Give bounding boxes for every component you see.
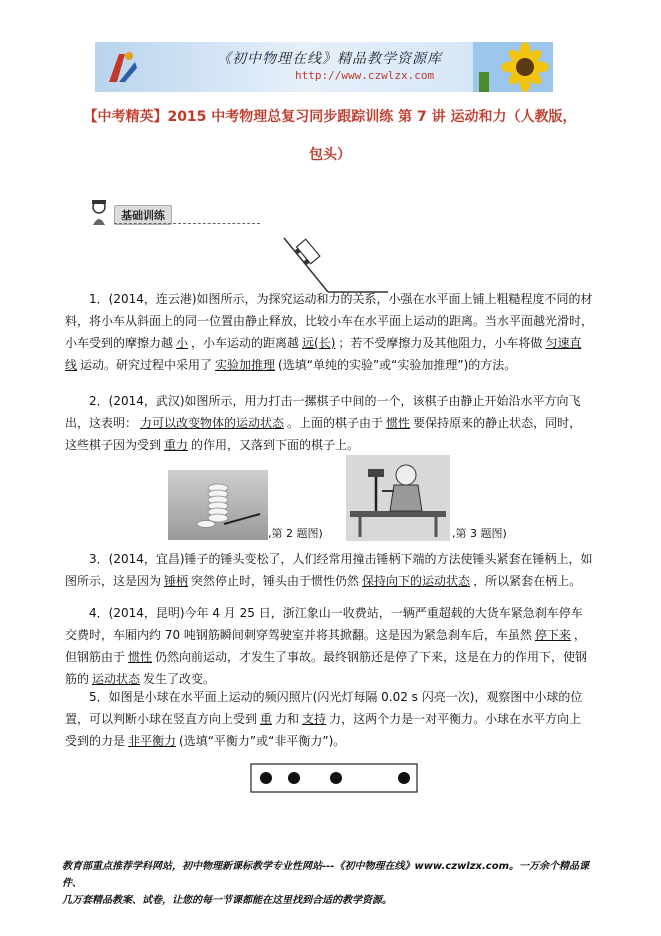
q1-text-2: ，小车运动的距离越	[191, 336, 300, 350]
q4-answer-1: 停下来	[534, 628, 571, 642]
q3-text-1: 3．(2014，宜昌)锤子的锤头变松了，人们经常用撞击锤柄下端的方法使锤头紧套在锤柄上，如图所示，这是因为	[65, 552, 593, 588]
q5-text-1: 5．如图是小球在水平面上运动的频闪照片(闪光灯每隔 0.02 s 闪亮一次)，观察图中小球的位置，可以判断小球在竖直方向上受到	[65, 690, 583, 726]
q5-answer-3: 非平衡力	[128, 734, 177, 748]
q5-answer-2: 支持	[302, 712, 327, 726]
q2-text-4: 的作用，又落到下面的棋子上。	[191, 438, 360, 452]
q3-answer-2: 保持向下的运动状态	[362, 574, 471, 588]
section-header	[88, 199, 260, 229]
question-5	[65, 686, 593, 752]
q2-answer-1: 力可以改变物体的运动状态	[140, 416, 285, 430]
q4-answer-3: 运动状态	[92, 672, 141, 686]
q2-text-3: 要保持原来的静止状态，同时，这些棋子因为受到	[65, 416, 582, 452]
q5-text-4: (选填“平衡力”或“非平衡力”)。	[179, 734, 346, 748]
question-4	[65, 602, 593, 690]
figure-chess-pieces	[168, 470, 268, 540]
q1-text-4: 运动。研究过程中采用了	[80, 358, 213, 372]
footer-line1: 教育部重点推荐学科网站，初中物理新课标教学专业性网站---《初中物理在线》www.czwlzx.com。一万余个精品课件、	[62, 861, 590, 889]
q4-text-3: 仍然向前运动，才发生了事故。最终钢筋还是停了下来，这是在力的作用下，使钢筋的	[65, 650, 588, 686]
q1-answer-2: 远(长)	[302, 336, 336, 350]
question-3	[65, 548, 593, 592]
q4-text-2: ，但钢筋由于	[65, 628, 586, 664]
q3-answer-1: 锤柄	[164, 574, 189, 588]
q3-text-3: ，所以紧套在柄上。	[473, 574, 582, 588]
question-2	[65, 390, 593, 456]
header-banner	[95, 42, 553, 92]
student-icon	[88, 199, 112, 227]
section-label: 基础训练	[114, 205, 172, 225]
logo-icon	[105, 48, 139, 86]
q4-text-4: 发生了改变。	[143, 672, 216, 686]
q5-text-3: 力，这两个力是一对平衡力。小球在水平方向上受到的力是	[65, 712, 582, 748]
footer-line2: 几万套精品教案、试卷，让您的每一节课都能在这里找到合适的教学资源。	[62, 895, 392, 906]
q1-answer-1: 小	[176, 336, 189, 350]
figure-3-caption: ,第 3 题图)	[452, 527, 507, 540]
page-footer	[62, 858, 602, 909]
q1-text-3: ；若不受摩擦力及其他阻力，小车将做	[338, 336, 543, 350]
q3-text-2: 突然停止时，锤头由于惯性仍然	[191, 574, 360, 588]
page-title-line2: 包头）	[309, 147, 351, 163]
figure-strobe-ball	[250, 763, 418, 793]
q4-answer-2: 惯性	[128, 650, 153, 664]
figure-hammer	[346, 455, 450, 541]
q2-answer-2: 惯性	[386, 416, 411, 430]
q1-text-5: (选填“单纯的实验”或“实验加推理”)的方法。	[278, 358, 517, 372]
page-title-line1: 【中考精英】2015 中考物理总复习同步跟踪训练 第 7 讲 运动和力（人教版，	[83, 109, 577, 125]
q5-answer-1: 重	[260, 712, 273, 726]
q2-text-2: 。上面的棋子由于	[287, 416, 384, 430]
q4-text-1: 4．(2014，昆明)今年 4 月 25 日，浙江象山一收费站，一辆严重超载的大货车紧急刹车停车交费时，车厢内约 70 吨钢筋瞬间刺穿驾驶室并将其掀翻。这是因为紧急刹车后，车虽然	[65, 606, 583, 642]
sunflower-icon	[473, 42, 553, 92]
q1-text-1: 1．(2014，连云港)如图所示，为探究运动和力的关系，小强在水平面上铺上粗糙程度不同的材料，将小车从斜面上的同一位置由静止释放，比较小车在水平面上运动的距离。当水平面越光滑时，小车受到的摩擦力越	[65, 292, 594, 350]
section-divider	[114, 223, 260, 224]
figure-2-caption: ,第 2 题图)	[268, 527, 323, 540]
banner-title: 《初中物理在线》精品教学资源库	[217, 51, 442, 67]
banner-url: http://www.czwlzx.com	[295, 69, 435, 82]
q1-answer-3: 匀速直线	[65, 336, 582, 372]
q5-text-2: 力和	[275, 712, 300, 726]
q2-answer-3: 重力	[164, 438, 189, 452]
page-title	[70, 98, 590, 174]
q1-answer-4: 实验加推理	[215, 358, 276, 372]
question-1	[65, 288, 593, 376]
q2-text-1: 2．(2014，武汉)如图所示，用力打击一摞棋子中间的一个，该棋子由静止开始沿水平方向飞出，这表明：	[65, 394, 581, 430]
